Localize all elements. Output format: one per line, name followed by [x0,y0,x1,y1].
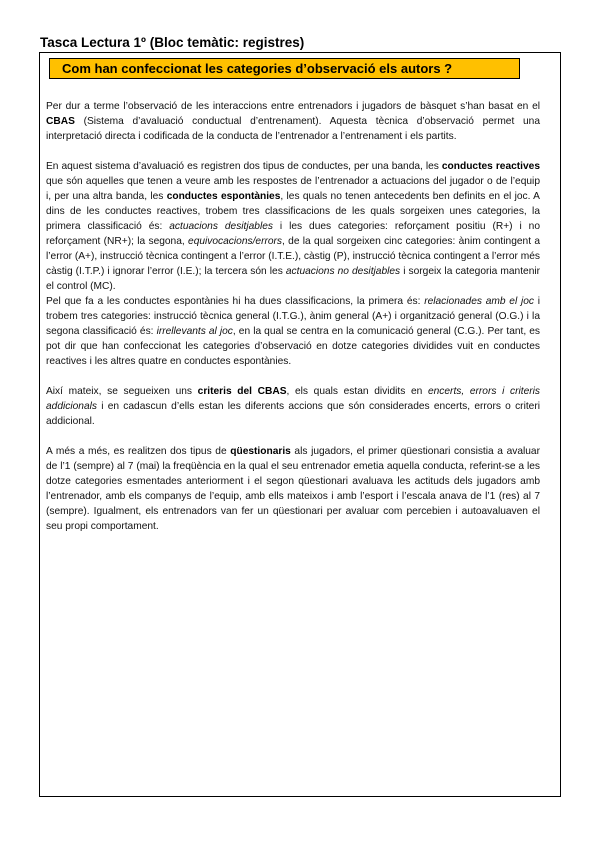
document-title: Tasca Lectura 1º (Bloc temàtic: registres) [40,35,305,50]
paragraph-5: A més a més, es realitzen dos tipus de qüestionaris als jugadors, el primer qüestionari consistia a avaluar de l’1 (sempre) al 7 (mai) la freqüència en la qual el seu entrenador emetia aquella conducta, referint-se a les dotze categories esmentades anteriorment i el segon qüestionari avaluava les actituds dels jugadors amb l’entrenador, amb els companys de l’equip, amb ells mateixos i amb l’esport i l’escala anava de l’1 (res) al 7 (sempre). Igualment, els entrenadors van fer un qüestionari per avaluar com percebien i autoavaluaven el seu propi comportament. [46,446,540,532]
paragraph-1: Per dur a terme l’observació de les interaccions entre entrenadors i jugadors de bàsquet s’han basat en el CBAS (Sistema d’avaluació conductual d’entrenament). Aquesta tècnica d’observació permet una interpretació directa i codificada de la conducta de l’entrenador a l’entrenament i els partits. [46,101,540,142]
paragraph-2: En aquest sistema d’avaluació es registren dos tipus de conductes, per una banda, les conductes reactives que són aquelles que tenen a veure amb les respostes de l’entrenador a actuacions del jugador o de l’equip i, per una altra banda, les conductes espontànies, les quals no tenen antecedents ben definits en el joc. A dins de les conductes reactives, trobem tres classificacions de les quals sorgeixen unes categories, la primera classificació és: actuacions desitjables i les dues categories: reforçament positiu (R+) i no reforçament (NR+); la segona, equivocacions/errors, de la qual sorgeixen cinc categories: ànim contingent a l’error (A+), instrucció tècnica contingent a l’error (I.T.E.), càstig (P), instrucció tècnica contingent a l’error més càstig (I.T.P.) i ignorar l’error (I.E.); la tercera són les actuacions no desitjables i sorgeix la categoria mantenir el control (MC). [46,161,541,292]
answer-text [46,99,540,549]
question-banner: Com han confeccionat les categories d’observació els autors ? [49,58,520,79]
paragraph-3: Pel que fa a les conductes espontànies hi ha dues classificacions, la primera és: relacionades amb el joc i trobem tres categories: instrucció tècnica general (I.T.G.), ànim general (A+) i organització general (O.G.) i la segona classificació és: irrellevants al joc, en la qual se centra en la comunicació general (C.G.). Per tant, es pot dir que han confeccionat les categories d’observació en dotze categories dividides vuit en conductes reactives i les altres quatre en conductes espontànies. [46,296,541,367]
answer-box [39,52,561,797]
paragraph-4: Així mateix, se segueixen uns criteris del CBAS, els quals estan dividits en encerts, errors i criteris addicionals i en cadascun d’ells estan les diferents accions que són considerades encerts, errors o criteri addicional. [46,386,540,427]
